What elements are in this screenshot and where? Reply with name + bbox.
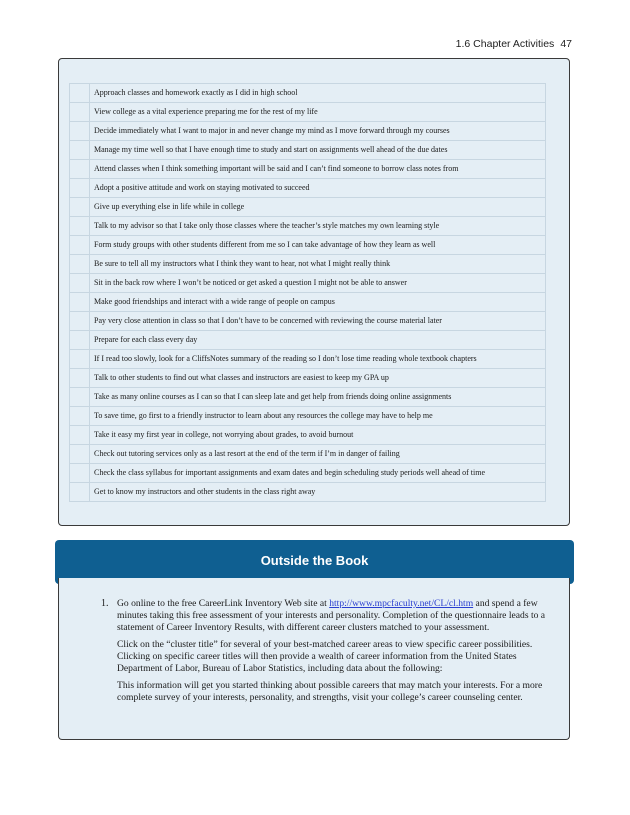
checklist-row	[70, 217, 546, 236]
checkbox-cell[interactable]	[70, 274, 90, 293]
checklist-row	[70, 141, 546, 160]
page-number: 47	[560, 38, 572, 50]
checkbox-cell[interactable]	[70, 312, 90, 331]
checklist-item-text: Pay very close attention in class so that I don’t have to be concerned with reviewing the course material later	[90, 312, 546, 331]
checkbox-cell[interactable]	[70, 198, 90, 217]
checklist-row	[70, 350, 546, 369]
checklist-item-text: To save time, go first to a friendly instructor to learn about any resources the college may have to help me	[90, 407, 546, 426]
checkbox-cell[interactable]	[70, 293, 90, 312]
checkbox-cell[interactable]	[70, 160, 90, 179]
checklist-item-text: Check out tutoring services only as a last resort at the end of the term if I’m in danger of failing	[90, 445, 546, 464]
paragraph-1-text-a: Go online to the free CareerLink Inventory Web site at	[117, 598, 330, 609]
checkbox-cell[interactable]	[70, 483, 90, 502]
checklist-row	[70, 179, 546, 198]
checkbox-cell[interactable]	[70, 103, 90, 122]
checkbox-cell[interactable]	[70, 369, 90, 388]
checklist-item-text: Talk to my advisor so that I take only those classes where the teacher’s style matches my own learning style	[90, 217, 546, 236]
checklist-row	[70, 274, 546, 293]
checklist-row	[70, 84, 546, 103]
checklist-row	[70, 236, 546, 255]
item-number: 1.	[101, 598, 109, 609]
checklist-item-text: Give up everything else in life while in college	[90, 198, 546, 217]
checklist-row	[70, 293, 546, 312]
checklist-item-text: Sit in the back row where I won’t be noticed or get asked a question I might not be able to answer	[90, 274, 546, 293]
checkbox-cell[interactable]	[70, 179, 90, 198]
checklist-row	[70, 407, 546, 426]
checkbox-cell[interactable]	[70, 407, 90, 426]
checkbox-cell[interactable]	[70, 236, 90, 255]
checklist-item-text: Approach classes and homework exactly as I did in high school	[90, 84, 546, 103]
checklist-item-text: Decide immediately what I want to major in and never change my mind as I move forward through my courses	[90, 122, 546, 141]
outside-the-book-box	[58, 578, 570, 740]
checklist-row	[70, 445, 546, 464]
paragraph-1-text-b: and spend a few minutes taking this free assessment of your interests and personality. Completion of the questionnaire leads to a statement of Career Inventory Results, with different career clusters matched to your assessment.	[117, 598, 546, 633]
checkbox-cell[interactable]	[70, 217, 90, 236]
checkbox-cell[interactable]	[70, 331, 90, 350]
checkbox-cell[interactable]	[70, 84, 90, 103]
checkbox-cell[interactable]	[70, 464, 90, 483]
checklist-row	[70, 312, 546, 331]
checklist-row	[70, 369, 546, 388]
checklist-item-text: Check the class syllabus for important assignments and exam dates and begin scheduling study periods well ahead of time	[90, 464, 546, 483]
checklist-row	[70, 331, 546, 350]
checklist-item-text: Take as many online courses as I can so that I can sleep late and get help from friends doing online assignments	[90, 388, 546, 407]
checklist-item-text: Form study groups with other students different from me so I can take advantage of how they learn as well	[90, 236, 546, 255]
checklist-row	[70, 122, 546, 141]
checklist-table	[69, 83, 546, 502]
checklist-row	[70, 198, 546, 217]
running-head	[456, 38, 572, 50]
checklist-item-text: Attend classes when I think something important will be said and I can’t find someone to borrow class notes from	[90, 160, 546, 179]
checklist-row	[70, 426, 546, 445]
checkbox-cell[interactable]	[70, 350, 90, 369]
careerlink-link[interactable]: http://www.mpcfaculty.net/CL/cl.htm	[329, 598, 474, 609]
checklist-row	[70, 483, 546, 502]
section-title: 1.6 Chapter Activities	[455, 38, 555, 50]
checkbox-cell[interactable]	[70, 122, 90, 141]
paragraph-3: This information will get you started thinking about possible careers that may match your interests. For a more complete survey of your interests, personality, and strengths, visit your college’s career counseling center.	[117, 680, 543, 703]
checkbox-cell[interactable]	[70, 445, 90, 464]
checklist-row	[70, 160, 546, 179]
checklist-item-text: Prepare for each class every day	[90, 331, 546, 350]
paragraph-2: Click on the “cluster title” for several of your best-matched career areas to view specific career possibilities. Clicking on specific career titles will then provide a wealth of career information from the United States Department of Labor, Bureau of Labor Statistics, including data about the following:	[117, 639, 533, 674]
checklist-item-text: Take it easy my first year in college, not worrying about grades, to avoid burnout	[90, 426, 546, 445]
checkbox-cell[interactable]	[70, 255, 90, 274]
checklist-item-text: Make good friendships and interact with a wide range of people on campus	[90, 293, 546, 312]
checkbox-cell[interactable]	[70, 141, 90, 160]
checkbox-cell[interactable]	[70, 388, 90, 407]
checklist-item-text: View college as a vital experience preparing me for the rest of my life	[90, 103, 546, 122]
checklist-item-text: If I read too slowly, look for a CliffsNotes summary of the reading so I don’t lose time reading whole textbook chapters	[90, 350, 546, 369]
checklist-item-text: Get to know my instructors and other students in the class right away	[90, 483, 546, 502]
banner-title: Outside the Book	[260, 553, 369, 568]
checklist-row	[70, 388, 546, 407]
checklist-row	[70, 103, 546, 122]
checklist-box	[58, 58, 570, 526]
checklist-row	[70, 464, 546, 483]
checkbox-cell[interactable]	[70, 426, 90, 445]
checklist-item-text: Talk to other students to find out what classes and instructors are easiest to keep my GPA up	[90, 369, 546, 388]
checklist-item-text: Be sure to tell all my instructors what I think they want to hear, not what I might really think	[90, 255, 546, 274]
checklist-item-text: Adopt a positive attitude and work on staying motivated to succeed	[90, 179, 546, 198]
paragraph-1	[117, 598, 547, 634]
checklist-item-text: Manage my time well so that I have enough time to study and start on assignments well ahead of the due dates	[90, 141, 546, 160]
checklist-row	[70, 255, 546, 274]
item-body	[117, 598, 547, 709]
